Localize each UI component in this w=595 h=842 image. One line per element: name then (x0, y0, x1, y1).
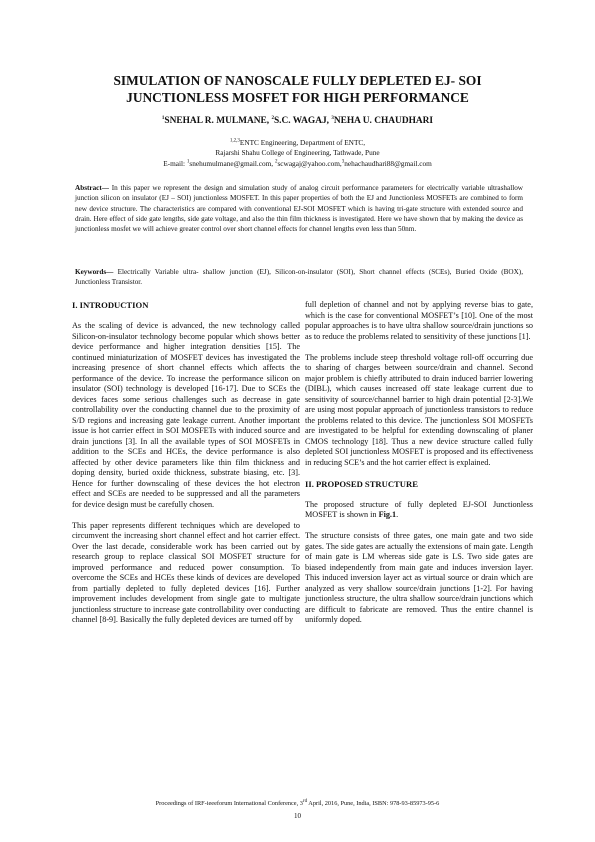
keywords-label: Keywords— (75, 268, 114, 276)
author-3-sup: 3 (331, 115, 334, 121)
email-line (60, 159, 535, 169)
email-3: nehachaudhari88@gmail.com (344, 158, 432, 168)
author-2-name: S.C. WAGAJ, (273, 116, 332, 126)
structure-paragraph-2: The structure consists of three gates, one main gate and two side gates. The side gates are actually the extensions of main gate. Length of main gate is LM whereas side gate is LS. Two side gates are biased independently from main gate and induces inversion layer. This induced inversion layer act as virtual source or drain which are analyzed as very shallow source/drain junctions [1-2]. For having junctionless structure, the ultra shallow source/drain junctions which are difficult to fabricate are removed. Thus the entire channel is uniformly doped. (305, 531, 533, 624)
abstract (75, 183, 523, 234)
intro-paragraph-2: This paper represents different techniques which are developed to circumvent the increasing short channel effect and hot carrier effect. Over the last decade, considerable work has been carried out by research group to replace classical SOI MOSFET structure for improved performance and reduced power consumption. To overcome the SCEs and HCEs these kinds of devices are developed from partially depleted to fully depleted devices [16]. Further improvement includes development from single gate to multigate junctionless structure to increase gate controllability over conducting channel [8-9]. Basically the fully depleted devices are turned off by (72, 520, 300, 624)
email-3-sup: 3 (341, 159, 345, 165)
keywords (75, 267, 523, 288)
email-1: snehumulmane@gmail.com, (189, 158, 275, 168)
title-line-2: JUNCTIONLESS MOSFET FOR HIGH PERFORMANCE (126, 90, 469, 105)
author-1-sup: 1 (161, 115, 165, 121)
right-column (305, 300, 533, 636)
affiliation-line-1 (60, 138, 535, 148)
page-number: 10 (294, 812, 301, 820)
email-2: scwagaj@yahoo.com, (277, 158, 342, 168)
footer-text-start: Proceedings of IRF-ieeeforum International Conference, 3 (155, 800, 303, 807)
section-heading-introduction: I. INTRODUCTION (72, 300, 149, 310)
intro-paragraph-1: As the scaling of device is advanced, the new technology called Silicon-on-insulator technology become popular which shows better device performance and higher integration densities [15]. The continued miniaturization of MOSFET devices has investigated the increasing presence of short channel effects which affects the performance of the device. To increase the performance silicon on insulator (SOI) technology is developed [16-17]. Due to SCEs the devices faces some serious challenges such as decrease in gate controllability over the conducting channel due to the proximity of S/D regions and increasing gate leakage current. Another important issue is hot carrier effect in SOI MOSFETs with induced source and drain junctions [3]. In all the available types of SOI MOSFETs in addition to the SCEs and HCEs, the device performance is also affected by other device parameters like thin film thickness and doping density, buried oxide thickness, substrate biasing, etc. [3]. Hence for further downscaling of these devices the hot electron effect and SCEs are needed to be suppressed and all the parameters for device design must be carefully chosen. (72, 321, 300, 509)
email-2-sup: 2 (274, 159, 278, 165)
author-2-sup: 2 (271, 115, 274, 121)
page-footer (60, 799, 535, 808)
intro-paragraph-4: The problems include steep threshold voltage roll-off occurring due to sharing of charges between source/drain and channel. Second major problem is chiefly attributed to drain induced barrier lowering (DIBL), which causes increased off state leakage current due to sensitivity of source/channel barrier to high drain potential [2-3].We are using most popular approach of junctionless transistors to reduce the problems related to this device. The junctionless SOI MOSFETs are investigated to be helpful for extending downscaling of planer CMOS technology [18]. Thus a new device structure called fully depleted SOI junctionless MOSFET is proposed and its effectiveness in reducing SCE’s and the hot carrier effect is explained. (305, 352, 533, 467)
author-3-name: NEHA U. CHAUDHARI (333, 116, 434, 126)
affiliation-line-2: Rajarshi Shahu College of Engineering, Tathwade, Pune (215, 148, 380, 158)
paper-title (60, 72, 535, 106)
abstract-text: In this paper we represent the design and simulation study of analog circuit performance parameters for electrically variable ultrashallow junction silicon on insulator (EJ – SOI) junctionless MOSFET. In this paper properties of both the EJ and Junctionless MOSFETs are combined to form new device structure. The characteristics are compared with conventional EJ-SOI MOSFET which is having tri-gate structure with extended source and drain. Here effect of side gate lengths, side gate voltage, and also the thin film thickness is investigated. Here we have shown that by making the device as junctionless mosfet we will achieve greater control over short channel effects for channel lengths even less than 50nm. (75, 184, 523, 234)
author-list (60, 115, 535, 127)
keywords-text: Electrically Variable ultra- shallow junction (EJ), Silicon-on-insulator (SOI), Short channel effects (SCEs), Buried Oxide (BOX), Junctionless Transistor. (75, 268, 523, 287)
section-heading-proposed-structure: II. PROPOSED STRUCTURE (305, 478, 418, 489)
affiliation-dept: ENTC Engineering, Department of ENTC, (239, 138, 366, 147)
footer-sup: rd (302, 798, 308, 804)
author-1-name: SNEHAL R. MULMANE, (164, 116, 272, 126)
email-1-sup: 1 (186, 159, 190, 165)
intro-paragraph-3: full depletion of channel and not by applying reverse bias to gate, which is the case for conventional MOSFET’s [10]. One of the most popular approaches is to have ultra shallow source/drain junctions so as to reduce the problems related to sensitivity of these junctions [1]. (305, 300, 533, 341)
affiliation-block (60, 138, 535, 169)
email-prefix: E-mail: (163, 158, 187, 168)
structure-paragraph-1-text: The proposed structure of fully depleted EJ-SOI Junctionless MOSFET is shown in (305, 499, 533, 519)
title-line-1: SIMULATION OF NANOSCALE FULLY DEPLETED EJ- SOI (113, 73, 482, 88)
structure-paragraph-1 (305, 500, 533, 521)
left-column (72, 300, 300, 636)
affiliation-sup: 1,2,3 (229, 138, 240, 144)
abstract-label: Abstract— (75, 184, 109, 192)
figure-reference: Fig.1 (378, 510, 397, 519)
structure-paragraph-1-end: . (396, 510, 399, 519)
footer-text-end: April, 2016, Pune, India, ISBN: 978-93-85973-95-6 (307, 800, 440, 807)
